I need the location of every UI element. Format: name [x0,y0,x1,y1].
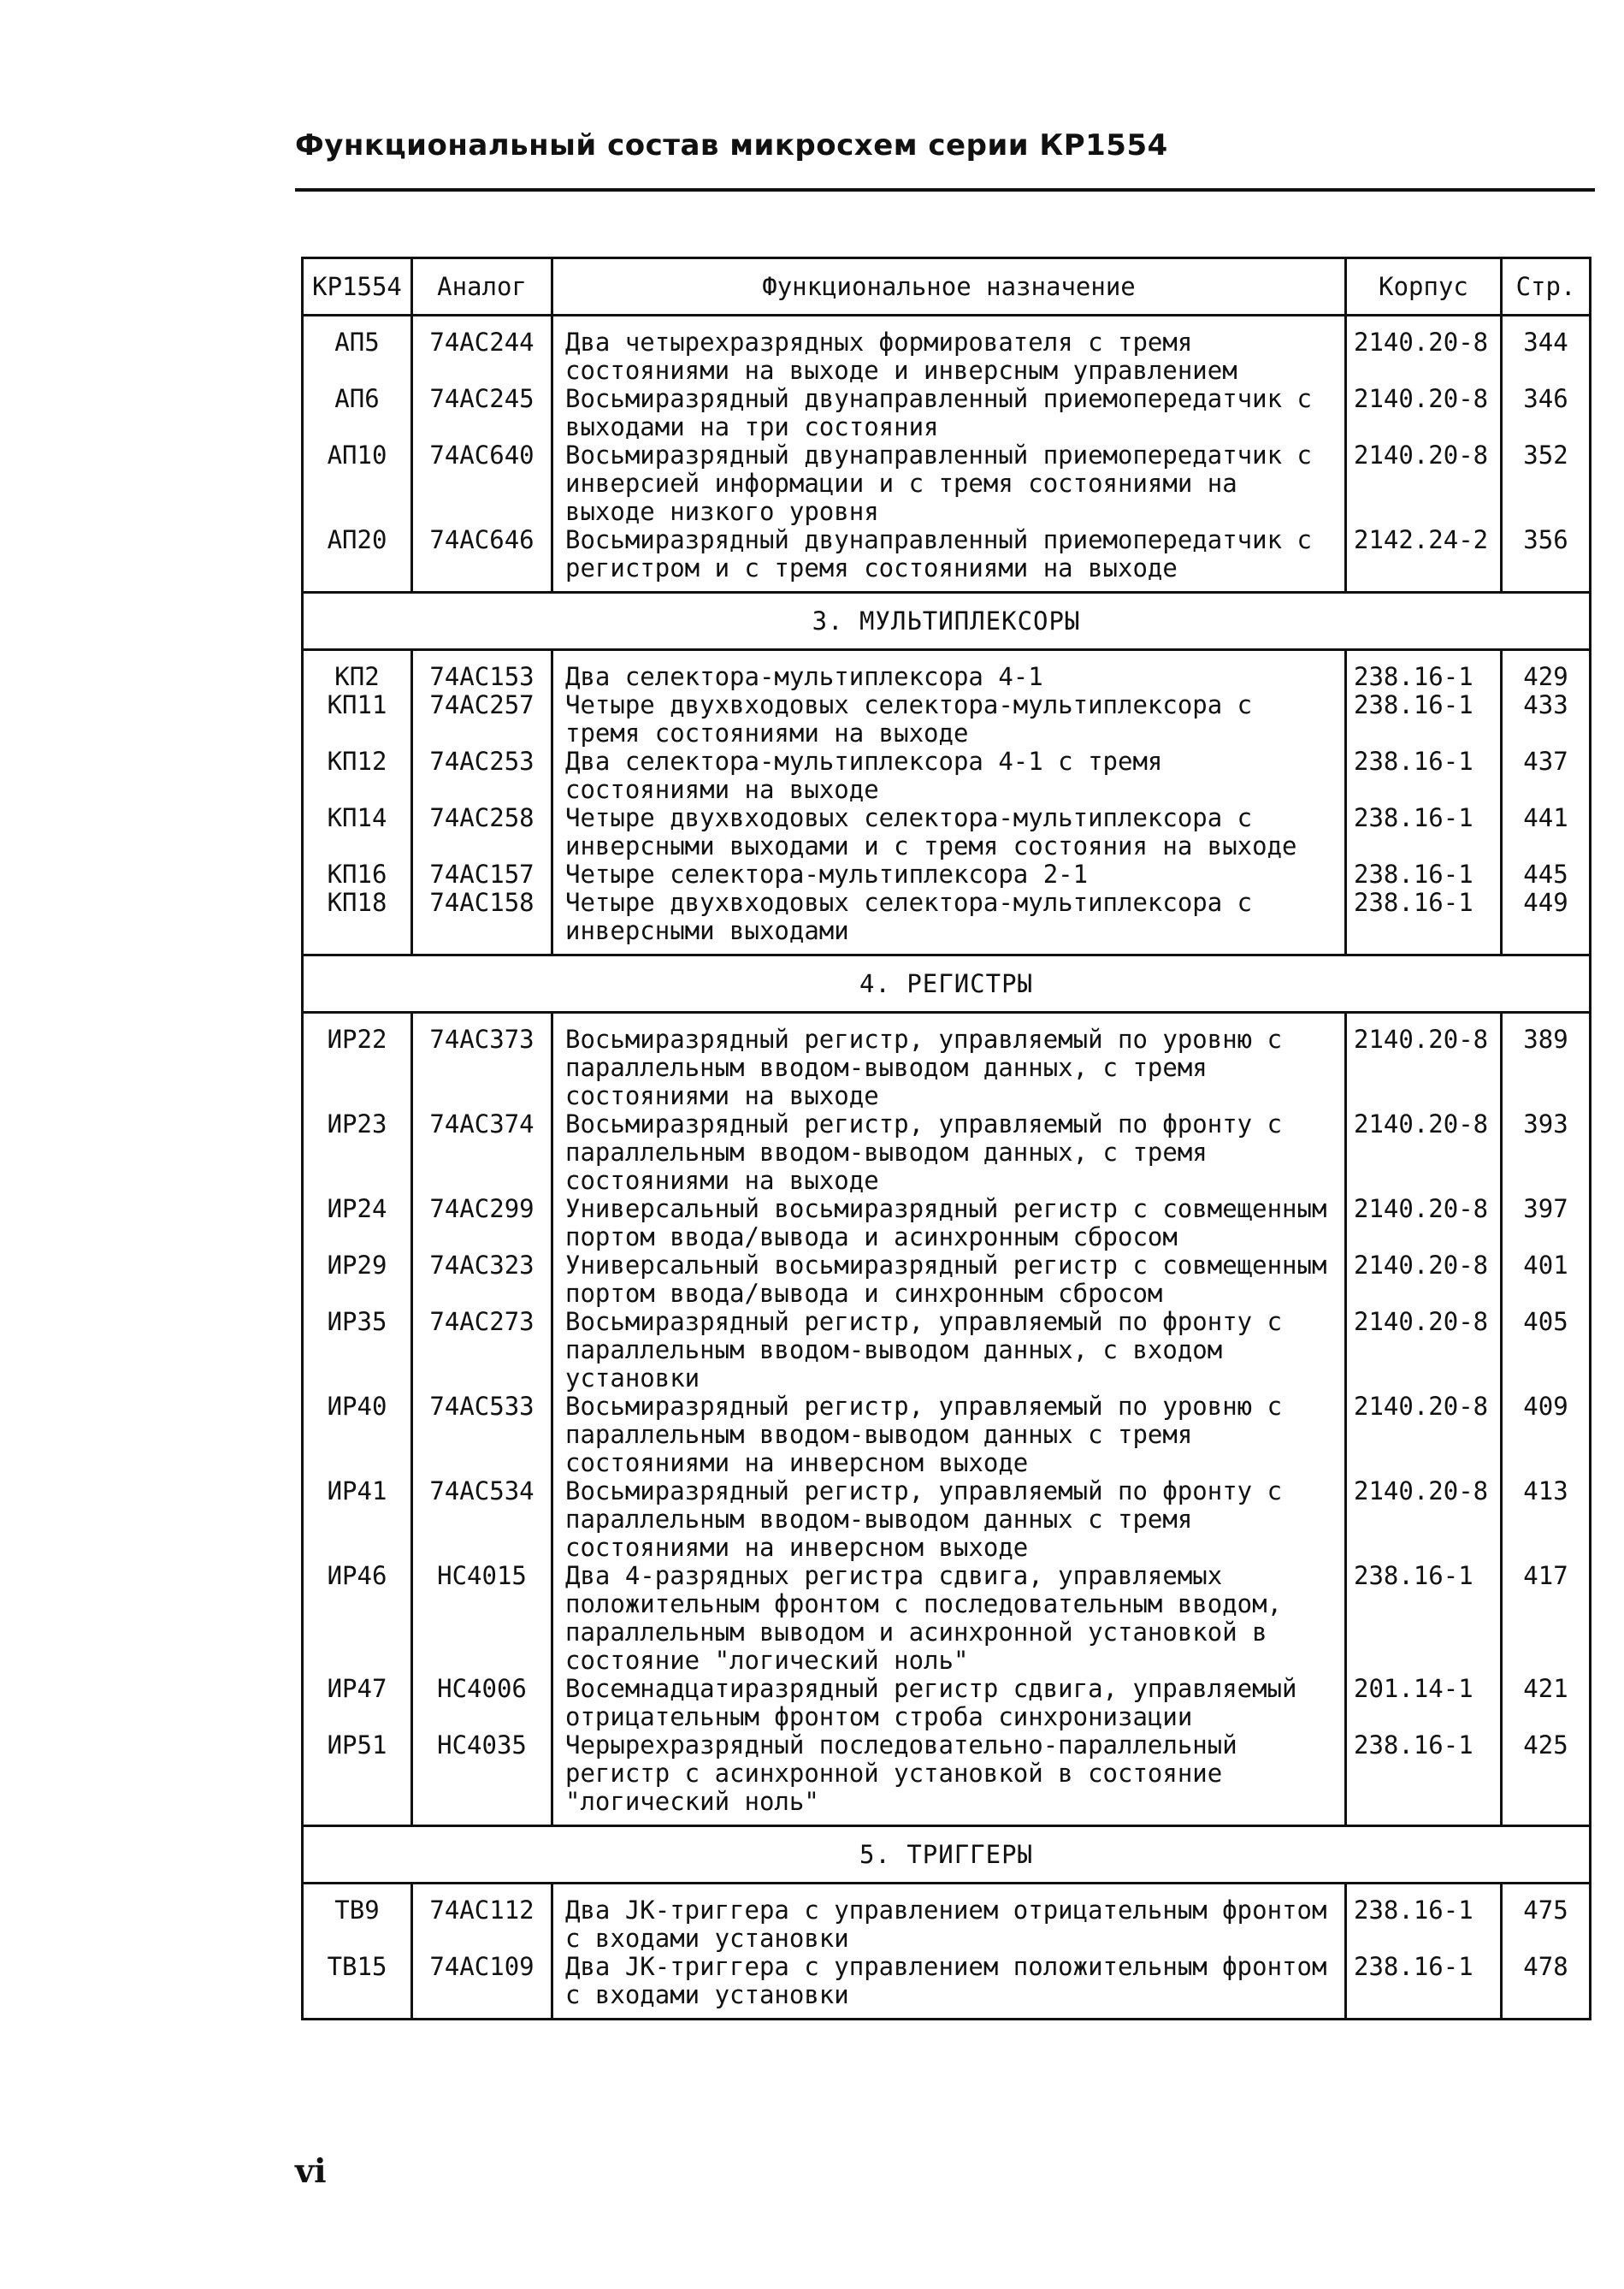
cell-page: 478 [1502,1953,1591,2020]
header-rule [295,188,1595,192]
cell-package: 238.16-1 [1346,861,1502,889]
cell-description: Два селектора-мультиплексора 4-1 [552,650,1346,692]
cell-page: 397 [1502,1195,1591,1251]
cell-code: КП16 [303,861,412,889]
cell-code: КП14 [303,804,412,861]
cell-analog: 74AC158 [412,889,552,955]
cell-analog: 74AC373 [412,1013,552,1111]
header-package: Корпус [1346,258,1502,316]
cell-analog: 74AC646 [412,526,552,593]
cell-analog: 74AC374 [412,1110,552,1195]
cell-package: 2140.20-8 [1346,1393,1502,1477]
cell-page: 421 [1502,1675,1591,1731]
table-row [303,1477,1591,1562]
cell-code: ИР40 [303,1393,412,1477]
cell-analog: 74AC533 [412,1393,552,1477]
cell-description: Восьмиразрядный двунаправленный приемопередатчик с регистром и с тремя состояниями на выходе [552,526,1346,593]
section-title: 3. МУЛЬТИПЛЕКСОРЫ [303,593,1591,650]
cell-page: 425 [1502,1731,1591,1826]
table-header-row [303,258,1591,316]
cell-analog: 74AC244 [412,316,552,386]
table-row [303,889,1591,955]
cell-code: КП2 [303,650,412,692]
cell-package: 2140.20-8 [1346,316,1502,386]
cell-package: 2140.20-8 [1346,1477,1502,1562]
cell-code: АП5 [303,316,412,386]
cell-description: Восьмиразрядный регистр, управляемый по фронту с параллельным вводом-выводом данных, с входом установки [552,1308,1346,1393]
table-row [303,385,1591,441]
header-code: КР1554 [303,258,412,316]
cell-page: 417 [1502,1562,1591,1675]
cell-page: 409 [1502,1393,1591,1477]
cell-code: ИР29 [303,1251,412,1308]
cell-analog: 74AC112 [412,1884,552,1954]
cell-description: Два JK-триггера с управлением отрицательным фронтом с входами установки [552,1884,1346,1954]
section-row [303,593,1591,650]
cell-code: ТВ15 [303,1953,412,2020]
cell-analog: 74AC245 [412,385,552,441]
table-row [303,1110,1591,1195]
page-number: vi [295,2151,327,2190]
cell-code: ИР23 [303,1110,412,1195]
cell-description: Два четырехразрядных формирователя с тремя состояниями на выходе и инверсным управлением [552,316,1346,386]
row-group [303,650,1591,955]
cell-analog: 74AC273 [412,1308,552,1393]
cell-package: 238.16-1 [1346,748,1502,804]
section-row [303,955,1591,1013]
cell-page: 346 [1502,385,1591,441]
cell-description: Восьмиразрядный регистр, управляемый по фронту с параллельным вводом-выводом данных с тремя состояниями на инверсном выходе [552,1477,1346,1562]
cell-code: ИР24 [303,1195,412,1251]
cell-package: 2140.20-8 [1346,1251,1502,1308]
cell-analog: 74AC153 [412,650,552,692]
cell-page: 413 [1502,1477,1591,1562]
row-group [303,1013,1591,1826]
table-row [303,1393,1591,1477]
section-header [303,955,1591,1013]
cell-page: 393 [1502,1110,1591,1195]
section-title: 5. ТРИГГЕРЫ [303,1826,1591,1884]
cell-page: 356 [1502,526,1591,593]
cell-analog: 74AC157 [412,861,552,889]
cell-package: 2142.24-2 [1346,526,1502,593]
cell-code: ИР46 [303,1562,412,1675]
table-row [303,1251,1591,1308]
cell-analog: 74AC640 [412,441,552,526]
cell-description: Два JK-триггера с управлением положительным фронтом с входами установки [552,1953,1346,2020]
cell-package: 201.14-1 [1346,1675,1502,1731]
section-header [303,593,1591,650]
cell-package: 238.16-1 [1346,889,1502,955]
cell-description: Восемнадцатиразрядный регистр сдвига, управляемый отрицательным фронтом строба синхронизации [552,1675,1346,1731]
cell-description: Универсальный восьмиразрядный регистр с совмещенным портом ввода/вывода и синхронным сбросом [552,1251,1346,1308]
cell-description: Два 4-разрядных регистра сдвига, управляемых положительным фронтом с последовательным вводом, параллельным выводом и асинхронной установкой в состояние "логический ноль" [552,1562,1346,1675]
cell-package: 238.16-1 [1346,1884,1502,1954]
cell-code: ТВ9 [303,1884,412,1954]
table-row [303,1013,1591,1111]
cell-analog: 74AC109 [412,1953,552,2020]
cell-code: КП18 [303,889,412,955]
table-row [303,1195,1591,1251]
cell-description: Универсальный восьмиразрядный регистр с совмещенным портом ввода/вывода и асинхронным сбросом [552,1195,1346,1251]
cell-analog: HC4015 [412,1562,552,1675]
cell-description: Восьмиразрядный двунаправленный приемопередатчик с выходами на три состояния [552,385,1346,441]
cell-package: 238.16-1 [1346,650,1502,692]
row-group [303,1884,1591,2020]
cell-page: 344 [1502,316,1591,386]
table-row [303,1308,1591,1393]
cell-code: ИР35 [303,1308,412,1393]
cell-analog: 74AC299 [412,1195,552,1251]
cell-description: Четыре двухвходовых селектора-мультиплексора с тремя состояниями на выходе [552,691,1346,748]
cell-package: 238.16-1 [1346,1953,1502,2020]
cell-code: АП10 [303,441,412,526]
table-row [303,748,1591,804]
cell-analog: 74AC258 [412,804,552,861]
table-row [303,1731,1591,1826]
cell-page: 352 [1502,441,1591,526]
cell-page: 449 [1502,889,1591,955]
cell-package: 2140.20-8 [1346,1110,1502,1195]
cell-description: Два селектора-мультиплексора 4-1 с тремя состояниями на выходе [552,748,1346,804]
cell-page: 429 [1502,650,1591,692]
cell-description: Восьмиразрядный двунаправленный приемопередатчик с инверсией информации и с тремя состояниями на выходе низкого уровня [552,441,1346,526]
cell-code: КП11 [303,691,412,748]
cell-package: 2140.20-8 [1346,1308,1502,1393]
cell-page: 405 [1502,1308,1591,1393]
cell-package: 2140.20-8 [1346,441,1502,526]
cell-page: 441 [1502,804,1591,861]
cell-code: АП6 [303,385,412,441]
cell-analog: 74AC323 [412,1251,552,1308]
cell-analog: HC4035 [412,1731,552,1826]
header-page: Стр. [1502,258,1591,316]
cell-package: 2140.20-8 [1346,1195,1502,1251]
cell-analog: 74AC534 [412,1477,552,1562]
table-row [303,1884,1591,1954]
cell-description: Черырехразрядный последовательно-параллельный регистр с асинхронной установкой в состояние "логический ноль" [552,1731,1346,1826]
table-row [303,650,1591,692]
header-function: Функциональное назначение [552,258,1346,316]
table-row [303,804,1591,861]
section-header [303,1826,1591,1884]
cell-code: ИР47 [303,1675,412,1731]
cell-package: 238.16-1 [1346,804,1502,861]
table-row [303,861,1591,889]
cell-package: 2140.20-8 [1346,1013,1502,1111]
table-row [303,441,1591,526]
cell-description: Восьмиразрядный регистр, управляемый по уровню с параллельным вводом-выводом данных, с тремя состояниями на выходе [552,1013,1346,1111]
cell-code: ИР51 [303,1731,412,1826]
cell-analog: HC4006 [412,1675,552,1731]
cell-page: 401 [1502,1251,1591,1308]
microchip-table [301,257,1592,2020]
table-row [303,1675,1591,1731]
table-row [303,1953,1591,2020]
cell-description: Четыре двухвходовых селектора-мультиплексора с инверсными выходами [552,889,1346,955]
cell-code: ИР22 [303,1013,412,1111]
page-title: Функциональный состав микросхем серии КР1554 [295,128,1168,163]
cell-description: Восьмиразрядный регистр, управляемый по уровню с параллельным вводом-выводом данных с тремя состояниями на инверсном выходе [552,1393,1346,1477]
cell-description: Четыре двухвходовых селектора-мультиплексора с инверсными выходами и с тремя состояния на выходе [552,804,1346,861]
cell-page: 389 [1502,1013,1591,1111]
cell-code: АП20 [303,526,412,593]
section-title: 4. РЕГИСТРЫ [303,955,1591,1013]
cell-page: 475 [1502,1884,1591,1954]
cell-package: 238.16-1 [1346,1731,1502,1826]
table-row [303,316,1591,386]
cell-package: 238.16-1 [1346,1562,1502,1675]
cell-package: 238.16-1 [1346,691,1502,748]
cell-package: 2140.20-8 [1346,385,1502,441]
table-row [303,691,1591,748]
cell-code: КП12 [303,748,412,804]
cell-description: Восьмиразрядный регистр, управляемый по фронту с параллельным вводом-выводом данных, с тремя состояниями на выходе [552,1110,1346,1195]
cell-description: Четыре селектора-мультиплексора 2-1 [552,861,1346,889]
cell-page: 433 [1502,691,1591,748]
row-group [303,316,1591,593]
cell-code: ИР41 [303,1477,412,1562]
table-row [303,526,1591,593]
cell-page: 437 [1502,748,1591,804]
cell-page: 445 [1502,861,1591,889]
cell-analog: 74AC253 [412,748,552,804]
cell-analog: 74AC257 [412,691,552,748]
section-row [303,1826,1591,1884]
header-analog: Аналог [412,258,552,316]
table-row [303,1562,1591,1675]
